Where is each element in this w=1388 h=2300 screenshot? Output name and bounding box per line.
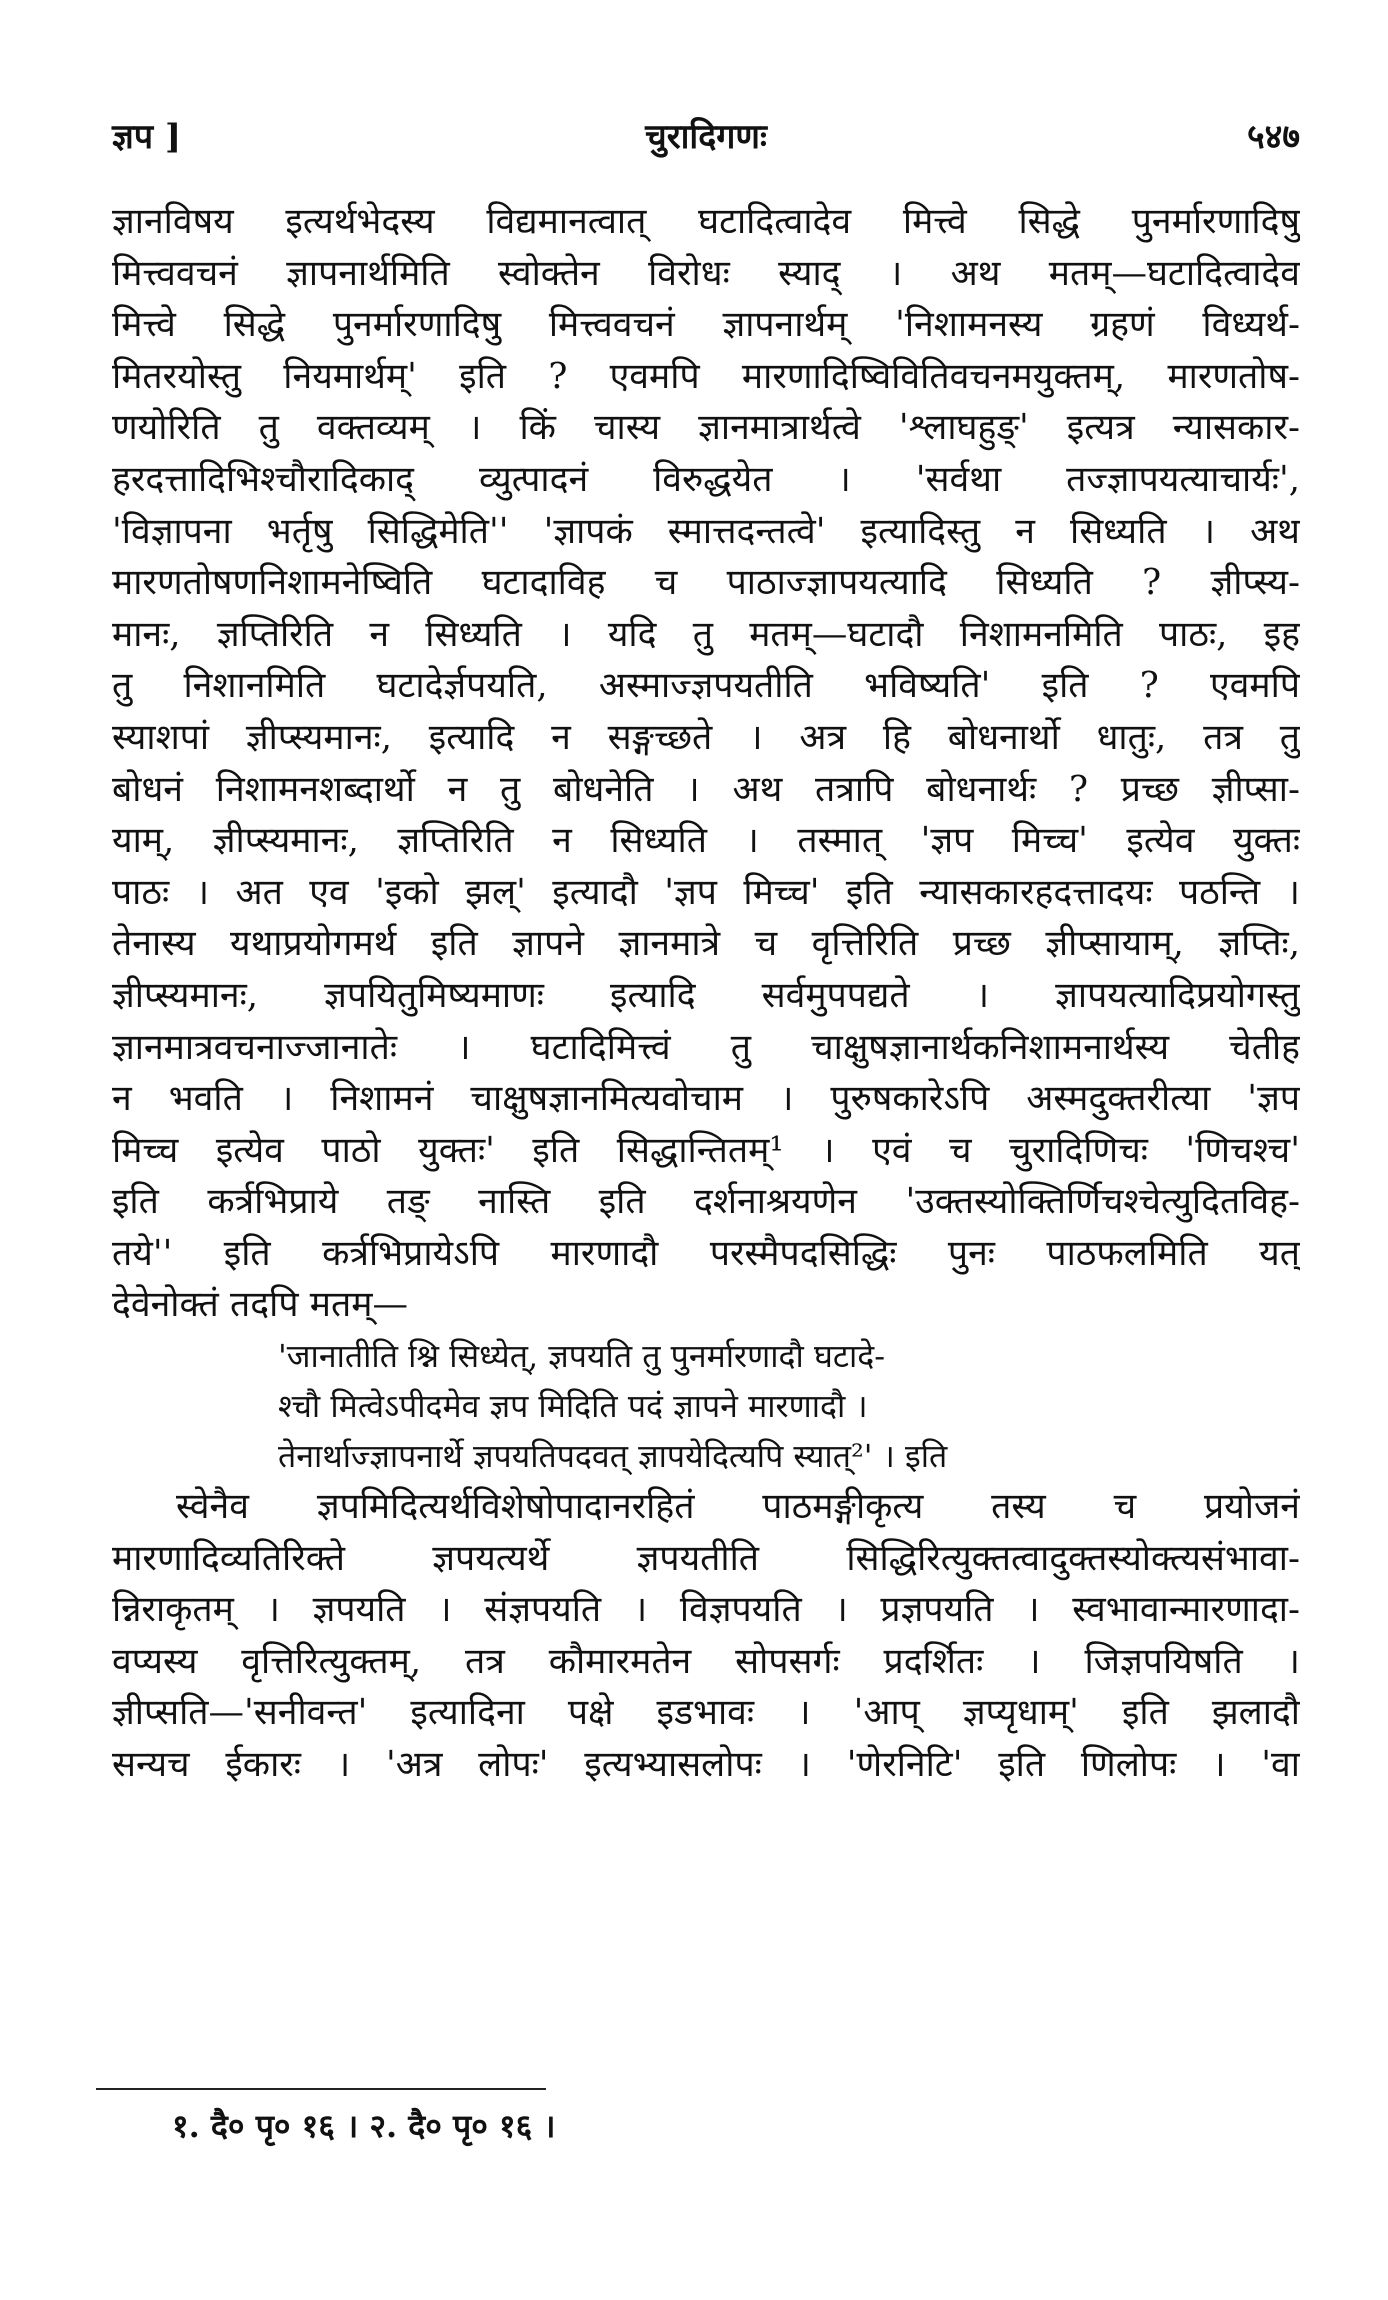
text-line: स्वेनैव ज्ञपमिदित्यर्थविशेषोपादानरहितं पाठमङ्गीकृत्य तस्य च प्रयोजनं xyxy=(176,1486,1300,1528)
text-line: तेनास्य यथाप्रयोगमर्थ इति ज्ञापने ज्ञानमात्रे च वृत्तिरिति प्रच्छ ज्ञीप्सायाम्, ज्ञप्तिः, xyxy=(112,923,1300,965)
main-text xyxy=(112,196,1300,1791)
page-number: ५४७ xyxy=(1246,117,1300,157)
text-line: मारणतोषणनिशामनेष्विति घटादाविह च पाठाज्ज्ञापयत्यादि सिध्यति ? ज्ञीप्स्य- xyxy=(112,562,1300,604)
text-line: मानः, ज्ञप्तिरिति न सिध्यति । यदि तु मतम्—घटादौ निशामनमिति पाठः, इह xyxy=(112,613,1300,655)
text-line: मितरयोस्तु नियमार्थम्' इति ? एवमपि मारणादिष्विवितिवचनमयुक्तम्, मारणतोष- xyxy=(112,355,1300,397)
footnote-divider xyxy=(96,2088,546,2090)
text-line: मित्त्वे सिद्धे पुनर्मारणादिषु मित्त्ववचनं ज्ञापनार्थम् 'निशामनस्य ग्रहणं विध्यर्थ- xyxy=(112,304,1300,346)
text-line: ज्ञीप्स्यमानः, ज्ञपयितुमिष्यमाणः इत्यादि सर्वमुपपद्यते । ज्ञापयत्यादिप्रयोगस्तु xyxy=(112,974,1300,1016)
text-line: बोधनं निशामनशब्दार्थो न तु बोधनेति । अथ तत्रापि बोधनार्थः ? प्रच्छ ज्ञीप्सा- xyxy=(112,768,1300,810)
text-line: हरदत्तादिभिश्चौरादिकाद् व्युत्पादनं विरुद्धयेत । 'सर्वथा तज्ज्ञापयत्याचार्यः', xyxy=(112,458,1300,500)
text-line: मारणादिव्यतिरिक्ते ज्ञपयत्यर्थे ज्ञपयतीति सिद्धिरित्युक्तत्वादुक्तस्योक्त्यसंभावा- xyxy=(112,1537,1300,1579)
text-line: सन्यच ईकारः । 'अत्र लोपः' इत्यभ्यासलोपः । 'णेरनिटि' इति णिलोपः । 'वा xyxy=(112,1744,1300,1786)
text-line: मित्त्ववचनं ज्ञापनार्थमिति स्वोक्तेन विरोधः स्याद् । अथ मतम्—घटादित्वादेव xyxy=(112,252,1300,294)
text-line: 'विज्ञापना भर्तृषु सिद्धिमेति'' 'ज्ञापकं स्मात्तदन्तत्वे' इत्यादिस्तु न सिध्यति । अथ xyxy=(112,510,1300,552)
text-line: मिच्च इत्येव पाठो युक्तः' इति सिद्धान्तितम्¹ । एवं च चुरादिणिचः 'णिचश्च' xyxy=(112,1129,1300,1171)
text-line: तु निशानमिति घटादेर्ज्ञपयति, अस्माज्ज्ञपयतीति भविष्यति' इति ? एवमपि xyxy=(112,665,1300,707)
text-line: णयोरिति तु वक्तव्यम् । किं चास्य ज्ञानमात्रार्थत्वे 'श्लाघहुङ्' इत्यत्र न्यासकार- xyxy=(112,407,1300,449)
verse-line: 'जानातीति श्नि सिध्येत्, ज्ञपयति तु पुनर्मारणादौ घटादे- xyxy=(278,1337,886,1376)
text-line: इति कर्त्रभिप्राये तङ् नास्ति इति दर्शनाश्रयणेन 'उक्तस्योक्तिर्णिचश्चेत्युदितविह- xyxy=(112,1181,1300,1223)
text-line: न्निराकृतम् । ज्ञपयति । संज्ञपयति । विज्ञपयति । प्रज्ञपयति । स्वभावान्मारणादा- xyxy=(112,1589,1300,1631)
text-line: स्याशपां ज्ञीप्स्यमानः, इत्यादि न सङ्गच्छते । अत्र हि बोधनार्थो धातुः, तत्र तु xyxy=(112,716,1300,758)
text-line: पाठः । अत एव 'इको झल्' इत्यादौ 'ज्ञप मिच्च' इति न्यासकारहदत्तादयः पठन्ति । xyxy=(112,871,1300,913)
text-line: तये'' इति कर्त्रभिप्रायेऽपि मारणादौ परस्मैपदसिद्धिः पुनः पाठफलमिति यत् xyxy=(112,1232,1300,1274)
verse-line: तेनार्थाज्ज्ञापनार्थे ज्ञपयतिपदवत् ज्ञापयेदित्यपि स्यात्²' । इति xyxy=(278,1437,948,1476)
verse-block xyxy=(112,1331,1300,1481)
header-root-label: ज्ञप ] xyxy=(112,117,182,157)
text-line: याम्, ज्ञीप्स्यमानः, ज्ञप्तिरिति न सिध्यति । तस्मात् 'ज्ञप मिच्च' इत्येव युक्तः xyxy=(112,820,1300,862)
text-line: वप्यस्य वृत्तिरित्युक्तम्, तत्र कौमारमतेन सोपसर्गः प्रदर्शितः । जिज्ञपयिषति । xyxy=(112,1640,1300,1682)
running-header xyxy=(112,112,1300,162)
footnotes: १. दै० पृ० १६ । २. दै० पृ० १६ । xyxy=(172,2107,556,2145)
header-title: चुरादिगणः xyxy=(645,117,767,157)
text-line: न भवति । निशामनं चाक्षुषज्ञानमित्यवोचाम । पुरुषकारेऽपि अस्मदुक्तरीत्या 'ज्ञप xyxy=(112,1078,1300,1120)
verse-line: श्चौ मित्वेऽपीदमेव ज्ञप मिदिति पदं ज्ञापने मारणादौ । xyxy=(278,1387,868,1426)
text-line: ज्ञानविषय इत्यर्थभेदस्य विद्यमानत्वात् घटादित्वादेव मित्त्वे सिद्धे पुनर्मारणादिषु xyxy=(112,201,1300,242)
text-line: ज्ञीप्सति—'सनीवन्त' इत्यादिना पक्षे इडभावः । 'आप् ज्ञप्यृधाम्' इति झलादौ xyxy=(112,1692,1300,1734)
text-line: ज्ञानमात्रवचनाज्जानातेः । घटादिमित्त्वं तु चाक्षुषज्ञानार्थकनिशामनार्थस्य चेतीह xyxy=(112,1026,1300,1068)
text-line: देवेनोक्तं तदपि मतम्— xyxy=(112,1284,408,1326)
